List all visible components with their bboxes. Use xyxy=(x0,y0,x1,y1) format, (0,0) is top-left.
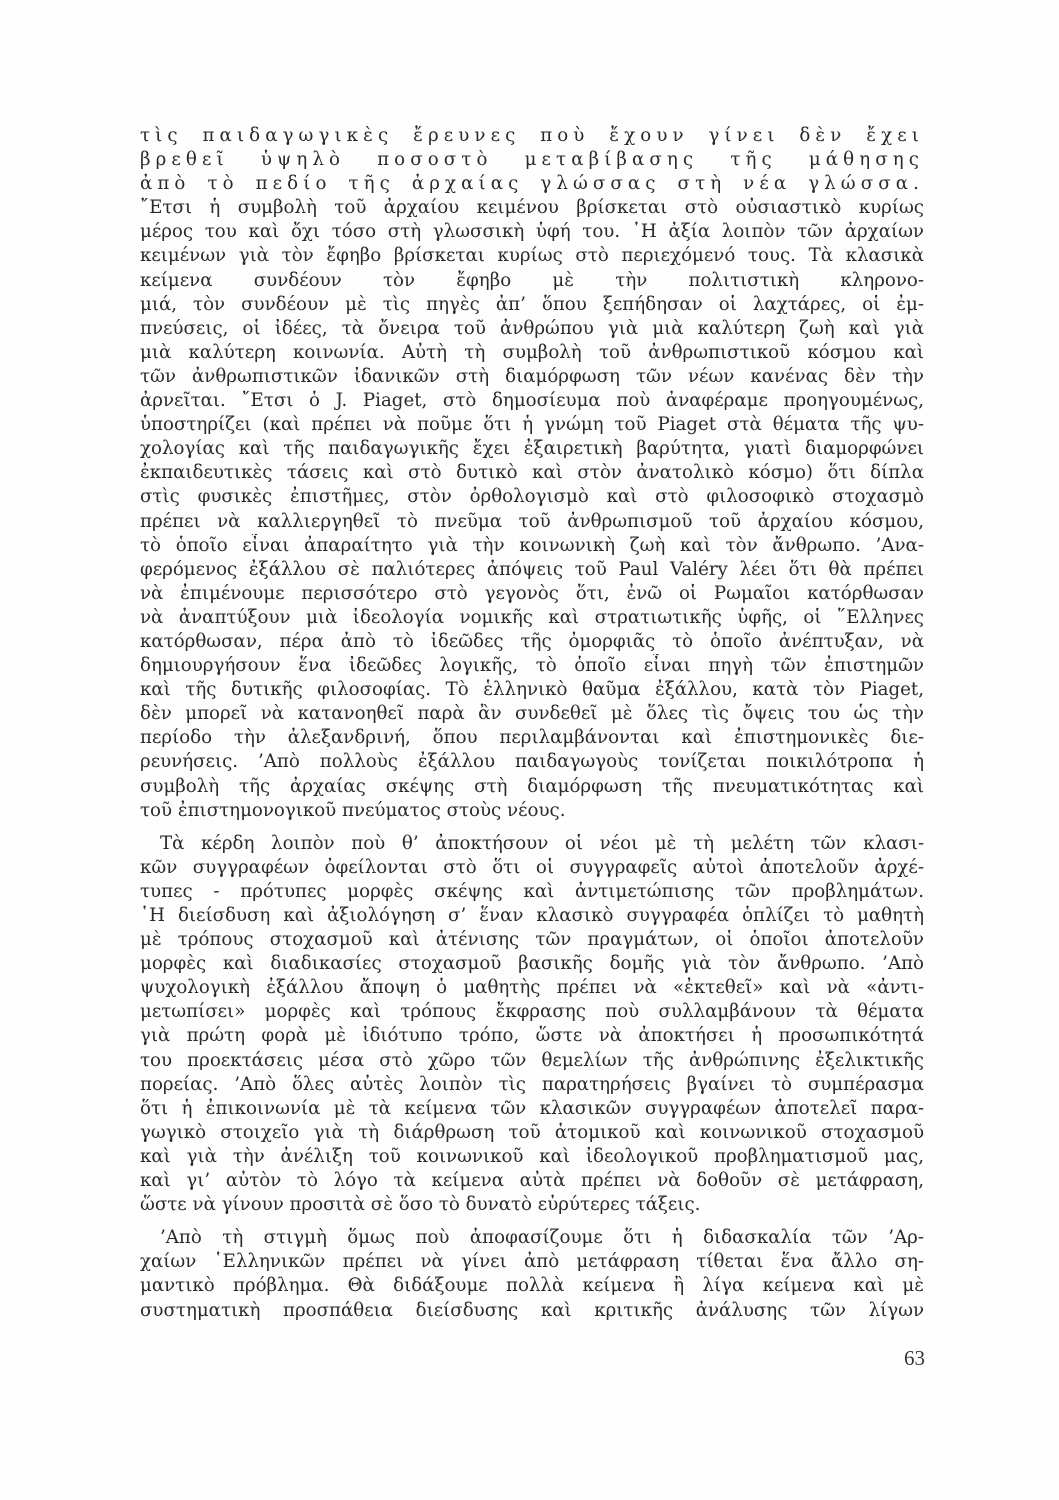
text-line: ἐκπαιδευτικὲς τάσεις καὶ στὸ δυτικὸ καὶ στὸν ἀνατολικὸ κόσμο) ὅτι δίπλα xyxy=(140,462,924,484)
text-line: φερόμενος ἐξάλλου σὲ παλιότερες ἀπόψεις τοῦ Paul Valéry λέει ὅτι θὰ πρέπει xyxy=(140,558,924,580)
text-line: νὰ ἀναπτύξουν μιὰ ἰδεολογία νομικῆς καὶ στρατιωτικῆς ὑφῆς, οἱ ῞Ελληνες xyxy=(140,606,924,628)
text-line: μιὰ καλύτερη κοινωνία. Αὐτὴ τὴ συμβολὴ τοῦ ἀνθρωπιστικοῦ κόσμου καὶ xyxy=(140,341,924,363)
text-line: τοῦ ἐπιστημονογικοῦ πνεύματος στοὺς νέους. xyxy=(140,799,566,821)
text-line: μαντικὸ πρόβλημα. Θὰ διδάξουμε πολλὰ κείμενα ἢ λίγα κείμενα καὶ μὲ xyxy=(140,1275,924,1297)
text-line: μορφὲς καὶ διαδικασίες στοχασμοῦ βασικῆς δομῆς γιὰ τὸν ἄνθρωπο. ’Απὸ xyxy=(140,953,924,975)
paragraph xyxy=(140,124,924,823)
text-line: πνεύσεις, οἱ ἰδέες, τὰ ὄνειρα τοῦ ἀνθρώπου γιὰ μιὰ καλύτερη ζωὴ καὶ γιὰ xyxy=(140,317,924,339)
text-line: ἀρνεῖται. ῎Ετσι ὁ J. Piaget, στὸ δημοσίευμα ποὺ ἀναφέραμε προηγουμένως, xyxy=(140,390,924,412)
text-line: γωγικὸ στοιχεῖο γιὰ τὴ διάρθρωση τοῦ ἀτομικοῦ καὶ κοινωνικοῦ στοχασμοῦ xyxy=(140,1121,924,1143)
text-line: ψυχολογικὴ ἐξάλλου ἄποψη ὁ μαθητὴς πρέπει νὰ «ἐκτεθεῖ» καὶ νὰ «ἀντι- xyxy=(140,977,924,999)
text-line: του προεκτάσεις μέσα στὸ χῶρο τῶν θεμελίων τῆς ἀνθρώπινης ἐξελικτικῆς xyxy=(140,1049,924,1071)
text-line: μιά, τὸν συνδέουν μὲ τὶς πηγὲς ἀπ’ ὅπου ξεπήδησαν οἱ λαχτάρες, οἱ ἐμ- xyxy=(140,293,924,315)
text-line: δημιουργήσουν ἕνα ἰδεῶδες λογικῆς, τὸ ὁποῖο εἶναι πηγὴ τῶν ἐπιστημῶν xyxy=(140,655,924,677)
text-line: κῶν συγγραφέων ὀφείλονται στὸ ὅτι οἱ συγγραφεῖς αὐτοὶ ἀποτελοῦν ἀρχέ- xyxy=(140,856,924,878)
text-line: χαίων ῾Ελληνικῶν πρέπει νὰ γίνει ἀπὸ μετάφραση τίθεται ἕνα ἄλλο ση- xyxy=(140,1251,924,1273)
text-line: περίοδο τὴν ἀλεξανδρινή, ὅπου περιλαμβάνονται καὶ ἐπιστημονικὲς διε- xyxy=(140,727,924,749)
text-line: μέρος του καὶ ὄχι τόσο στὴ γλωσσικὴ ὑφή του. ῾Η ἀξία λοιπὸν τῶν ἀρχαίων xyxy=(140,221,924,243)
text-line: τὶς παιδαγωγικὲς ἔρευνες ποὺ ἔχουν γίνει δὲν ἔχει xyxy=(140,125,924,146)
text-line: καὶ τῆς δυτικῆς φιλοσοφίας. Τὸ ἑλληνικὸ θαῦμα ἐξάλλου, κατὰ τὸν Piaget, xyxy=(140,679,924,701)
text-line: ῾Η διείσδυση καὶ ἀξιολόγηση σ’ ἕναν κλασικὸ συγγραφέα ὁπλίζει τὸ μαθητὴ xyxy=(140,905,924,926)
text-line: στὶς φυσικὲς ἐπιστῆμες, στὸν ὀρθολογισμὸ καὶ στὸ φιλοσοφικὸ στοχασμὸ xyxy=(140,486,924,508)
text-line: τὸ ὁποῖο εἶναι ἀπαραίτητο γιὰ τὴν κοινωνικὴ ζωὴ καὶ τὸν ἄνθρωπο. ’Ανα- xyxy=(140,534,924,556)
text-line: πρέπει νὰ καλλιεργηθεῖ τὸ πνεῦμα τοῦ ἀνθρωπισμοῦ τοῦ ἀρχαίου κόσμου, xyxy=(140,510,924,532)
text-line: κατόρθωσαν, πέρα ἀπὸ τὸ ἰδεῶδες τῆς ὀμορφιᾶς τὸ ὁποῖο ἀνέπτυξαν, νὰ xyxy=(140,630,924,652)
text-line: μὲ τρόπους στοχασμοῦ καὶ ἀτένισης τῶν πραγμάτων, οἱ ὁποῖοι ἀποτελοῦν xyxy=(140,929,924,951)
paragraph-gap xyxy=(140,1217,924,1226)
paragraph xyxy=(140,1226,924,1322)
text-line: καὶ γι’ αὐτὸν τὸ λόγο τὰ κείμενα αὐτὰ πρέπει νὰ δοθοῦν σὲ μετάφραση, xyxy=(140,1170,924,1192)
text-line: δὲν μπορεῖ νὰ κατανοηθεῖ παρὰ ἂν συνδεθεῖ μὲ ὅλες τὶς ὄψεις του ὡς τὴν xyxy=(140,703,924,725)
paragraph-gap xyxy=(140,823,924,832)
text-line: ρευνήσεις. ’Απὸ πολλοὺς ἐξάλλου παιδαγωγοὺς τονίζεται ποικιλότροπα ἡ xyxy=(140,751,924,773)
body-text xyxy=(140,124,924,1323)
text-line: καὶ γιὰ τὴν ἀνέλιξη τοῦ κοινωνικοῦ καὶ ἰδεολογικοῦ προβληματισμοῦ μας, xyxy=(140,1145,924,1167)
text-line: ὑποστηρίζει (καὶ πρέπει νὰ ποῦμε ὅτι ἡ γνώμη τοῦ Piaget στὰ θέματα τῆς ψυ- xyxy=(140,414,924,436)
text-line: τυπες - πρότυπες μορφὲς σκέψης καὶ ἀντιμετώπισης τῶν προβλημάτων. xyxy=(140,880,924,902)
page-number: 63 xyxy=(904,1346,925,1370)
text-line: ῎Ετσι ἡ συμβολὴ τοῦ ἀρχαίου κειμένου βρίσκεται στὸ οὐσιαστικὸ κυρίως xyxy=(140,197,924,219)
text-line: βρεθεῖ ὑψηλὸ ποσοστὸ μεταβίβασης τῆς μάθησης xyxy=(140,149,924,171)
text-line: κείμενα συνδέουν τὸν ἔφηβο μὲ τὴν πολιτιστικὴ κληρονο- xyxy=(140,269,924,291)
text-line: συμβολὴ τῆς ἀρχαίας σκέψης στὴ διαμόρφωση τῆς πνευματικότητας καὶ xyxy=(140,775,924,797)
text-line: συστηματικὴ προσπάθεια διείσδυσης καὶ κριτικῆς ἀνάλυσης τῶν λίγων xyxy=(140,1299,924,1321)
paragraph xyxy=(140,832,924,1218)
text-line: πορείας. ’Απὸ ὅλες αὐτὲς λοιπὸν τὶς παρατηρήσεις βγαίνει τὸ συμπέρασμα xyxy=(140,1073,924,1095)
text-line: κειμένων γιὰ τὸν ἔφηβο βρίσκεται κυρίως στὸ περιεχόμενό τους. Τὰ κλασικὰ xyxy=(140,245,924,267)
text-line: τῶν ἀνθρωπιστικῶν ἰδανικῶν στὴ διαμόρφωση τῶν νέων κανένας δὲν τὴν xyxy=(140,365,924,387)
text-line: ’Απὸ τὴ στιγμὴ ὅμως ποὺ ἀποφασίζουμε ὅτι ἡ διδασκαλία τῶν ’Αρ- xyxy=(160,1227,924,1249)
text-line: μετωπίσει» μορφὲς καὶ τρόπους ἔκφρασης ποὺ συλλαμβάνουν τὰ θέματα xyxy=(140,1001,924,1023)
text-line: χολογίας καὶ τῆς παιδαγωγικῆς ἔχει ἐξαιρετικὴ βαρύτητα, γιατὶ διαμορφώνει xyxy=(140,438,924,460)
text-line: νὰ ἐπιμένουμε περισσότερο στὸ γεγονὸς ὅτι, ἐνῶ οἱ Ρωμαῖοι κατόρθωσαν xyxy=(140,582,924,604)
text-line: Τὰ κέρδη λοιπὸν ποὺ θ’ ἀποκτήσουν οἱ νέοι μὲ τὴ μελέτη τῶν κλασι- xyxy=(160,832,924,854)
text-line: ὅτι ἡ ἐπικοινωνία μὲ τὰ κείμενα τῶν κλασικῶν συγγραφέων ἀποτελεῖ παρα- xyxy=(140,1097,924,1119)
text-line: ἀπὸ τὸ πεδίο τῆς ἀρχαίας γλώσσας στὴ νέα γλώσσα. xyxy=(140,173,924,195)
text-line: γιὰ πρώτη φορὰ μὲ ἰδιότυπο τρόπο, ὥστε νὰ ἀποκτήσει ἡ προσωπικότητά xyxy=(140,1025,924,1047)
text-line: ὥστε νὰ γίνουν προσιτὰ σὲ ὅσο τὸ δυνατὸ εὐρύτερες τάξεις. xyxy=(140,1194,701,1216)
